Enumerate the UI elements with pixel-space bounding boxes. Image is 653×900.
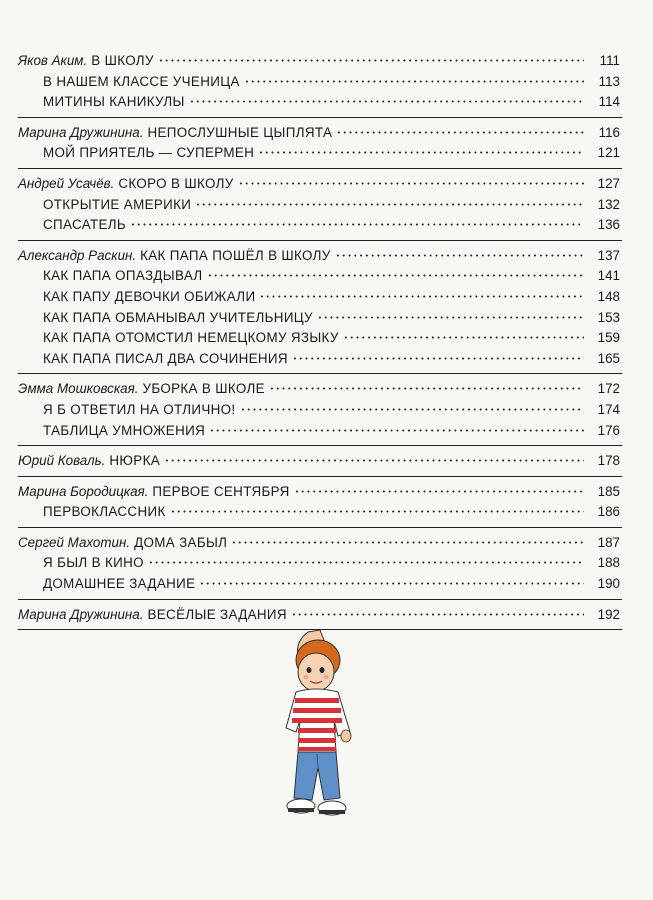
dot-leader	[158, 59, 584, 62]
author-name: Андрей Усачёв.	[18, 175, 115, 191]
page-number: 121	[597, 145, 620, 161]
page-number: 127	[597, 175, 620, 191]
author-name: Александр Раскин.	[18, 247, 137, 263]
page-number: 114	[598, 94, 620, 110]
toc-entry[interactable]	[18, 123, 622, 144]
toc-group	[18, 477, 622, 528]
page-number: 188	[597, 555, 620, 571]
dot-leader	[170, 510, 584, 513]
page-number: 192	[597, 606, 620, 622]
toc-entry[interactable]	[18, 451, 622, 472]
author-name: Марина Дружинина.	[18, 606, 144, 622]
entry-title: МОЙ ПРИЯТЕЛЬ — СУПЕРМЕН	[43, 145, 255, 161]
entry-title: КАК ПАПА ПОШЁЛ В ШКОЛУ	[140, 247, 331, 263]
dot-leader	[189, 100, 584, 103]
toc-entry[interactable]	[18, 143, 622, 164]
author-name: Сергей Махотин.	[18, 534, 131, 550]
page-number: 172	[597, 381, 620, 397]
toc-group	[18, 446, 622, 477]
entry-title: В НАШЕМ КЛАССЕ УЧЕНИЦА	[43, 73, 240, 89]
boy-illustration	[268, 620, 368, 825]
dot-leader	[294, 490, 584, 493]
toc-entry[interactable]	[18, 174, 622, 195]
dot-leader	[343, 336, 584, 339]
dot-leader	[244, 80, 584, 83]
page-number: 185	[597, 483, 620, 499]
entry-title: В ШКОЛУ	[91, 53, 154, 68]
author-name: Марина Бородицкая.	[18, 483, 149, 499]
toc-entry[interactable]	[18, 421, 622, 442]
toc-entry[interactable]	[18, 328, 622, 349]
dot-leader	[130, 223, 584, 226]
entry-title: ПЕРВОЕ СЕНТЯБРЯ	[152, 483, 290, 499]
toc-entry[interactable]	[18, 502, 622, 523]
toc-entry[interactable]	[18, 215, 622, 236]
toc-group	[18, 169, 622, 241]
dot-leader	[258, 151, 584, 154]
toc-entry[interactable]	[18, 266, 622, 287]
page-number: 176	[597, 422, 620, 438]
dot-leader	[164, 459, 584, 462]
dot-leader	[317, 316, 584, 319]
toc-group	[18, 528, 622, 600]
toc-entry[interactable]	[18, 92, 622, 113]
dot-leader	[336, 131, 584, 134]
dot-leader	[199, 582, 584, 585]
toc-entry[interactable]	[18, 51, 622, 72]
dot-leader	[231, 541, 584, 544]
entry-title: КАК ПАПА ПИСАЛ ДВА СОЧИНЕНИЯ	[43, 350, 288, 366]
page-number: 136	[597, 217, 620, 233]
dot-leader	[240, 408, 585, 411]
page-number: 116	[598, 124, 620, 140]
page-number: 153	[597, 309, 620, 325]
entry-title: ПЕРВОКЛАССНИК	[43, 504, 166, 520]
table-of-contents	[18, 46, 622, 630]
toc-group	[18, 241, 622, 375]
dot-leader	[335, 254, 584, 257]
dot-leader	[148, 561, 584, 564]
entry-title: НЕПОСЛУШНЫЕ ЦЫПЛЯТА	[147, 124, 333, 140]
page-number: 141	[597, 268, 620, 284]
page-number: 111	[599, 53, 620, 68]
entry-title: МИТИНЫ КАНИКУЛЫ	[43, 94, 185, 110]
toc-entry[interactable]	[18, 308, 622, 329]
author-name: Марина Дружинина.	[18, 124, 144, 140]
entry-title: УБОРКА В ШКОЛЕ	[142, 381, 265, 397]
toc-entry[interactable]	[18, 72, 622, 93]
entry-title: СПАСАТЕЛЬ	[43, 217, 127, 233]
entry-title: ДОМА ЗАБЫЛ	[134, 534, 228, 550]
toc-entry[interactable]	[18, 349, 622, 370]
page-number: 187	[597, 534, 620, 550]
entry-title: ДОМАШНЕЕ ЗАДАНИЕ	[43, 576, 196, 592]
entry-title: КАК ПАПУ ДЕВОЧКИ ОБИЖАЛИ	[43, 288, 256, 304]
toc-entry[interactable]	[18, 533, 622, 554]
entry-title: Я БЫЛ В КИНО	[43, 555, 144, 571]
entry-title: НЮРКА	[109, 453, 161, 469]
toc-entry[interactable]	[18, 574, 622, 595]
entry-title: СКОРО В ШКОЛУ	[118, 175, 234, 191]
page-number: 113	[598, 73, 620, 89]
page-number: 190	[597, 576, 620, 592]
dot-leader	[269, 387, 584, 390]
toc-entry[interactable]	[18, 195, 622, 216]
entry-title: ТАБЛИЦА УМНОЖЕНИЯ	[43, 422, 206, 438]
entry-title: КАК ПАПА ОПАЗДЫВАЛ	[43, 268, 203, 284]
dot-leader	[292, 357, 584, 360]
page-number: 178	[597, 453, 620, 469]
toc-group	[18, 374, 622, 446]
entry-title: ВЕСЁЛЫЕ ЗАДАНИЯ	[147, 606, 287, 622]
dot-leader	[238, 182, 584, 185]
author-name: Яков Аким.	[18, 53, 88, 68]
page-number: 186	[597, 504, 620, 520]
entry-title: КАК ПАПА ОБМАНЫВАЛ УЧИТЕЛЬНИЦУ	[43, 309, 313, 325]
toc-entry[interactable]	[18, 482, 622, 503]
entry-title: КАК ПАПА ОТОМСТИЛ НЕМЕЦКОМУ ЯЗЫКУ	[43, 330, 339, 346]
dot-leader	[207, 274, 584, 277]
page-number: 137	[597, 247, 620, 263]
toc-entry[interactable]	[18, 379, 622, 400]
page-number: 174	[597, 401, 620, 417]
page-number: 148	[597, 288, 620, 304]
toc-group	[18, 46, 622, 118]
author-name: Юрий Коваль.	[18, 453, 106, 469]
page-number: 132	[597, 196, 620, 212]
toc-entry[interactable]	[18, 400, 622, 421]
page-number: 159	[597, 330, 620, 346]
author-name: Эмма Мошковская.	[18, 381, 139, 397]
entry-title: Я Б ОТВЕТИЛ НА ОТЛИЧНО!	[43, 401, 236, 417]
toc-entry[interactable]	[18, 287, 622, 308]
page-number: 165	[597, 350, 620, 366]
dot-leader	[195, 203, 584, 206]
dot-leader	[259, 295, 584, 298]
dot-leader	[209, 429, 584, 432]
toc-entry[interactable]	[18, 553, 622, 574]
toc-entry[interactable]	[18, 246, 622, 267]
entry-title: ОТКРЫТИЕ АМЕРИКИ	[43, 196, 192, 212]
toc-group	[18, 118, 622, 169]
dot-leader	[291, 613, 584, 616]
